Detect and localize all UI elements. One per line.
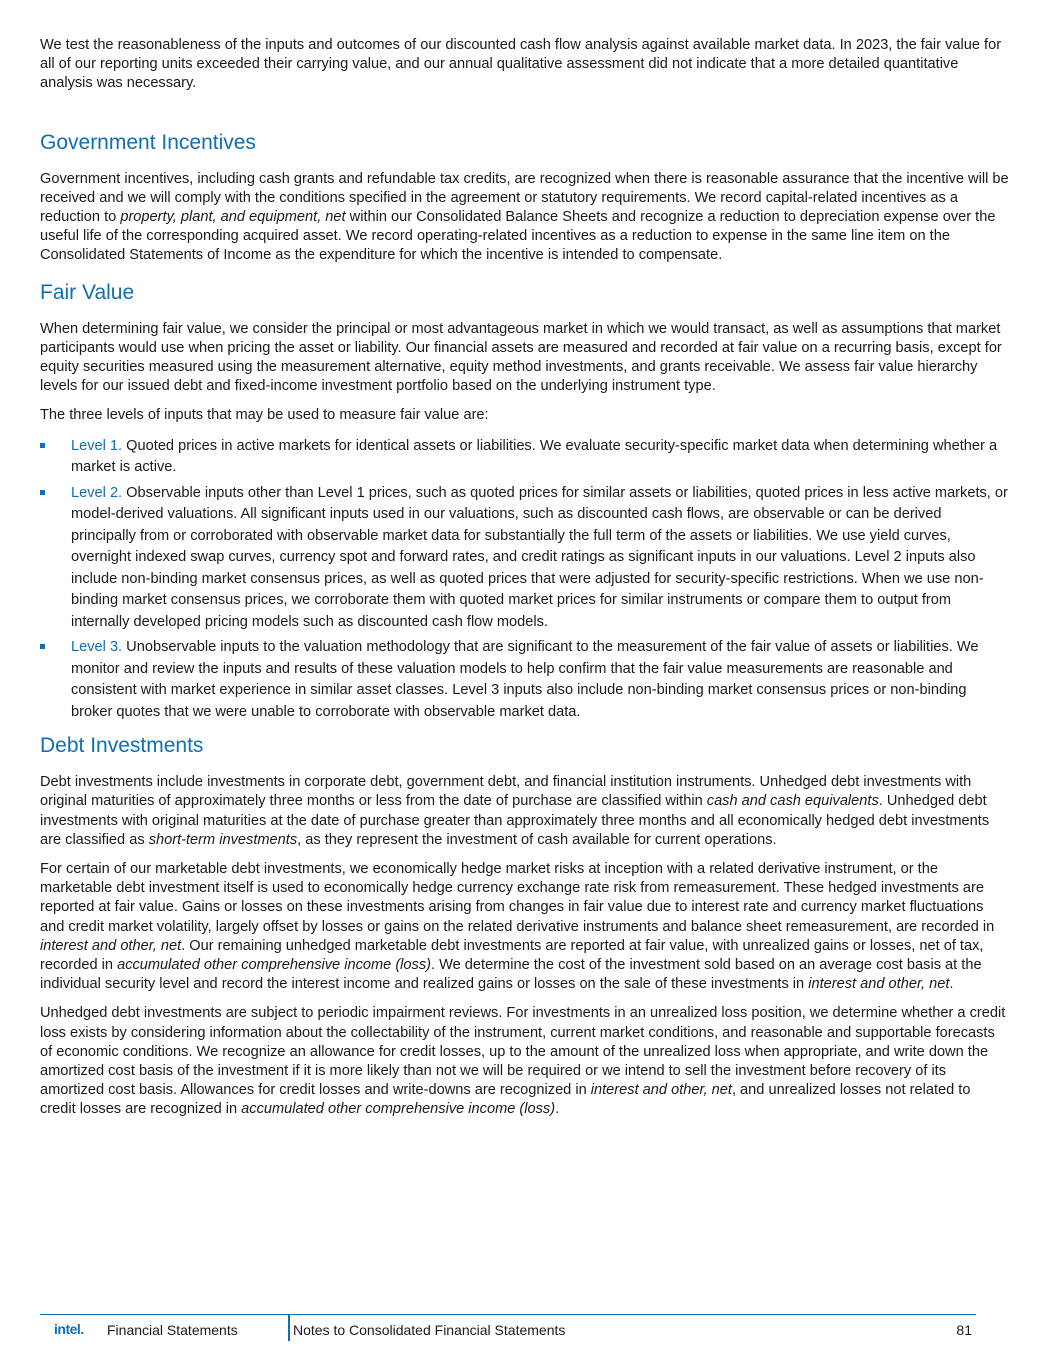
- heading-fair-value: Fair Value: [40, 280, 135, 304]
- debt-investments-paragraph-2: For certain of our marketable debt investments, we economically hedge market risks at inception with a related derivative instrument, or the marketable debt investment itself is used to economically hedge currency exchange rate risk from remeasurement. These hedged investments are reported at fair value. Gains or losses on these investments arising from changes in fair value due to interest rate and currency market fluctuations and credit market volatility, largely offset by losses or gains on the related derivative instruments and balance sheet remeasurement, are recorded in interest and other, net. Our remaining unhedged marketable debt investments are reported at fair value, with unrealized gains or losses, net of tax, recorded in accumulated other comprehensive income (loss). We determine the cost of the investment sold based on an average cost basis at the individual security level and record the interest income and realized gains or losses on the sale of these investments in interest and other, net.: [40, 860, 995, 993]
- intro-paragraph: We test the reasonableness of the inputs and outcomes of our discounted cash flow analysis against available market data. In 2023, the fair value for all of our reporting units exceeded their carrying value, and our annual qualitative assessment did not indicate that a more detailed quantitative analysis was necessary.: [40, 37, 1002, 92]
- list-item-level-3: Level 3. Unobservable inputs to the valuation methodology that are significant to the measurement of the fair value of assets or liabilities. We monitor and review the inputs and results of these valuation models to help confirm that the fair value measurements are reasonable and consistent with market experience in similar asset classes. Level 3 inputs also include non-binding market consensus prices or non-binding broker quotes that we were unable to corroborate with observable market data.: [40, 637, 1010, 723]
- square-bullet-icon: [40, 490, 45, 495]
- list-item-level-1: Level 1. Quoted prices in active markets for identical assets or liabilities. We evaluate security-specific market data when determining whether a market is active.: [40, 436, 1010, 479]
- square-bullet-icon: [40, 443, 45, 448]
- fair-value-paragraph: When determining fair value, we consider the principal or most advantageous market in which we would transact, as well as assumptions that market participants would use when pricing the asset or liability. Our financial assets are measured and recorded at fair value on a recurring basis, except for equity securities measured using the measurement alternative, equity method investments, and grants receivable. We assess fair value hierarchy levels for our issued debt and fixed-income investment portfolio based on the underlying instrument type.: [40, 320, 1002, 395]
- footer-section-label: Financial Statements: [107, 1322, 238, 1338]
- footer-subsection-label: Notes to Consolidated Financial Statements: [293, 1322, 566, 1338]
- page-footer: [40, 1314, 976, 1345]
- debt-investments-paragraph-3: Unhedged debt investments are subject to periodic impairment reviews. For investments in an unrealized loss position, we determine whether a credit loss exists by considering information about the collectability of the instrument, current market conditions, and reasonable and supportable forecasts of economic conditions. We recognize an allowance for credit losses, up to the amount of the unrealized loss when appropriate, and write down the amortized cost basis of the investment if it is more likely than not we will be required or we intend to sell the investment before recovery of its amortized cost basis. Allowances for credit losses and write-downs are recognized in interest and other, net, and unrealized losses not related to credit losses are recognized in accumulated other comprehensive income (loss).: [40, 1005, 1006, 1118]
- footer-divider: [288, 1315, 290, 1341]
- heading-government-incentives: Government Incentives: [40, 130, 256, 154]
- square-bullet-icon: [40, 644, 45, 649]
- page-content: [40, 36, 1010, 1120]
- intel-logo: intel.: [54, 1321, 84, 1337]
- fair-value-levels-list: [40, 436, 1010, 724]
- heading-debt-investments: Debt Investments: [40, 734, 204, 758]
- list-item-level-2: Level 2. Observable inputs other than Level 1 prices, such as quoted prices for similar assets or liabilities, quoted prices in less active markets, or model-derived valuations. All significant inputs used in our valuations, such as discounted cash flows, are observable or can be derived principally from or corroborated with observable market data for substantially the full term of the assets or liabilities. We use yield curves, overnight indexed swap curves, currency spot and forward rates, and credit ratings as significant inputs in our valuations. Level 2 inputs also include non-binding market consensus prices, as well as quoted prices that were adjusted for security-specific restrictions. When we use non-binding market consensus prices, we corroborate them with quoted market prices for similar instruments or compare them to output from internally developed pricing models such as discounted cash flow models.: [40, 483, 1010, 634]
- debt-investments-paragraph-1: Debt investments include investments in corporate debt, government debt, and financial institution instruments. Unhedged debt investments with original maturities of approximately three months or less from the date of purchase are classified within cash and cash equivalents. Unhedged debt investments with original maturities at the date of purchase greater than approximately three months and all economically hedged debt investments are classified as short-term investments, as they represent the investment of cash available for current operations.: [40, 774, 990, 848]
- fair-value-levels-intro: The three levels of inputs that may be used to measure fair value are:: [40, 407, 489, 424]
- government-incentives-paragraph: Government incentives, including cash grants and refundable tax credits, are recognized when there is reasonable assurance that the incentive will be received and we will comply with the conditions specified in the agreement or statutory requirements. We record capital-related incentives as a reduction to property, plant, and equipment, net within our Consolidated Balance Sheets and recognize a reduction to depreciation expense over the useful life of the corresponding acquired asset. We record operating-related incentives as a reduction to expense in the same line item on the Consolidated Statements of Income as the expenditure for which the incentive is intended to compensate.: [40, 170, 1009, 264]
- page-number: 81: [956, 1322, 972, 1338]
